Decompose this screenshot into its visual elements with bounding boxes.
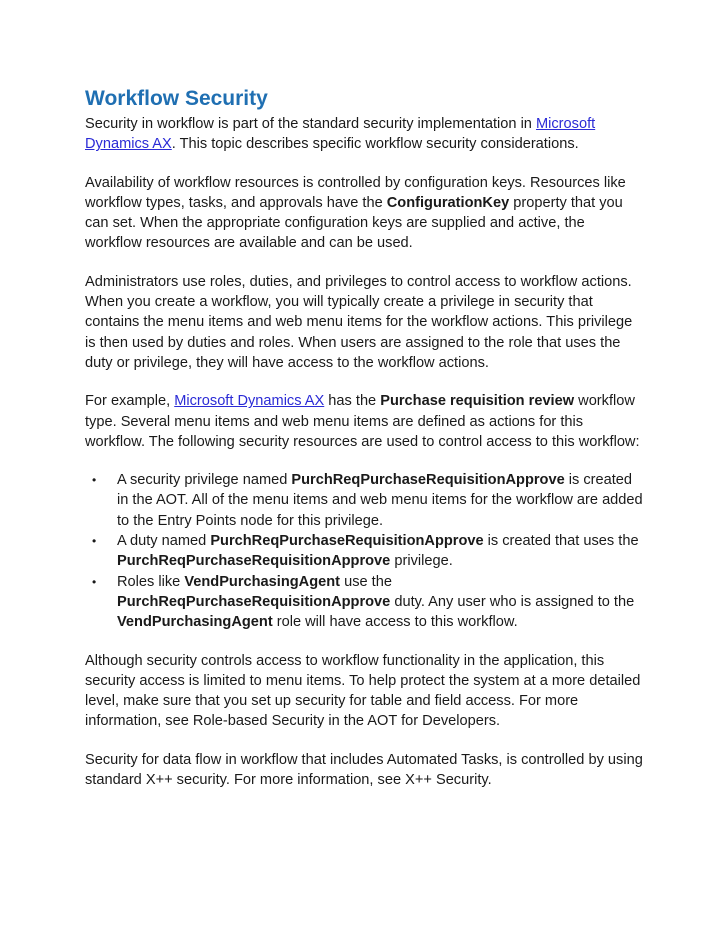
list-text: duty. Any user who is assigned to the xyxy=(390,593,635,610)
list-text: Roles like xyxy=(117,573,185,590)
role-name: VendPurchasingAgent xyxy=(117,614,273,631)
privilege-name: PurchReqPurchaseRequisitionApprove xyxy=(117,553,391,570)
list-text: is created in the AOT. All of the menu items and web menu items for the workflow are added to the Entry Points node for this privilege. xyxy=(117,472,643,529)
bullet-icon: • xyxy=(92,473,97,488)
list-text: A duty named xyxy=(117,533,211,550)
list-text: privilege. xyxy=(390,553,453,570)
config-text-end: property that you can set. When the appropriate configuration keys are supplied and active, the workflow resources are available and can be used. xyxy=(85,194,623,252)
privilege-name: PurchReqPurchaseRequisitionApprove xyxy=(291,472,565,489)
security-resources-list xyxy=(85,470,645,632)
although-paragraph: Although security controls access to workflow functionality in the application, this security access is limited to menu items. To help protect the system at a more detailed level, make sure that you set up security for table and field access. For more information, see Role-based Security in the AOT for Developers. xyxy=(85,652,641,730)
configurationkey-term: ConfigurationKey xyxy=(386,194,510,211)
microsoft-dynamics-ax-link[interactable]: Microsoft Dynamics AX xyxy=(85,116,596,153)
role-name: VendPurchasingAgent xyxy=(184,573,341,590)
list-item xyxy=(92,470,645,531)
example-text-mid: has the xyxy=(324,393,381,410)
document-page xyxy=(85,86,645,790)
bullet-icon: • xyxy=(92,574,97,589)
list-text: use the xyxy=(340,573,392,590)
list-item xyxy=(92,572,645,633)
config-keys-paragraph xyxy=(85,173,645,254)
intro-text: Security in workflow is part of the standard security implementation in xyxy=(85,116,536,132)
duty-name: PurchReqPurchaseRequisitionApprove xyxy=(210,533,484,550)
duty-name: PurchReqPurchaseRequisitionApprove xyxy=(117,593,391,610)
administrators-paragraph: Administrators use roles, duties, and privileges to control access to workflow actions. When you create a workflow, you will typically create a privilege in security that contains the menu items and web menu items for the workflow actions. This privilege is then used by duties and roles. When users are assigned to the role that uses the duty or privilege, they will have access to the workflow actions. xyxy=(85,273,633,371)
bullet-icon: • xyxy=(92,534,97,549)
microsoft-dynamics-ax-link-2[interactable]: Microsoft Dynamics AX xyxy=(174,393,325,410)
list-item xyxy=(92,531,645,572)
data-flow-paragraph: Security for data flow in workflow that includes Automated Tasks, is controlled by using standard X++ security. For more information, see X++ Security. xyxy=(85,751,643,789)
example-text-end: workflow type. Several menu items and web menu items are defined as actions for this workflow. The following security resources are used to control access to this workflow: xyxy=(85,393,640,450)
list-text: A security privilege named xyxy=(117,472,292,489)
list-text: role will have access to this workflow. xyxy=(272,614,518,631)
page-title: Workflow Security xyxy=(85,87,268,110)
config-text: Availability of workflow resources is controlled by configuration keys. Resources like workflow types, tasks, and approvals have the xyxy=(85,174,626,211)
intro-paragraph xyxy=(85,114,645,155)
example-paragraph xyxy=(85,391,645,452)
example-text: For example, xyxy=(85,393,175,410)
intro-text-end: . This topic describes specific workflow security considerations. xyxy=(171,136,579,153)
purchase-requisition-review-term: Purchase requisition review xyxy=(380,393,575,410)
list-text: is created that uses the xyxy=(483,533,639,550)
